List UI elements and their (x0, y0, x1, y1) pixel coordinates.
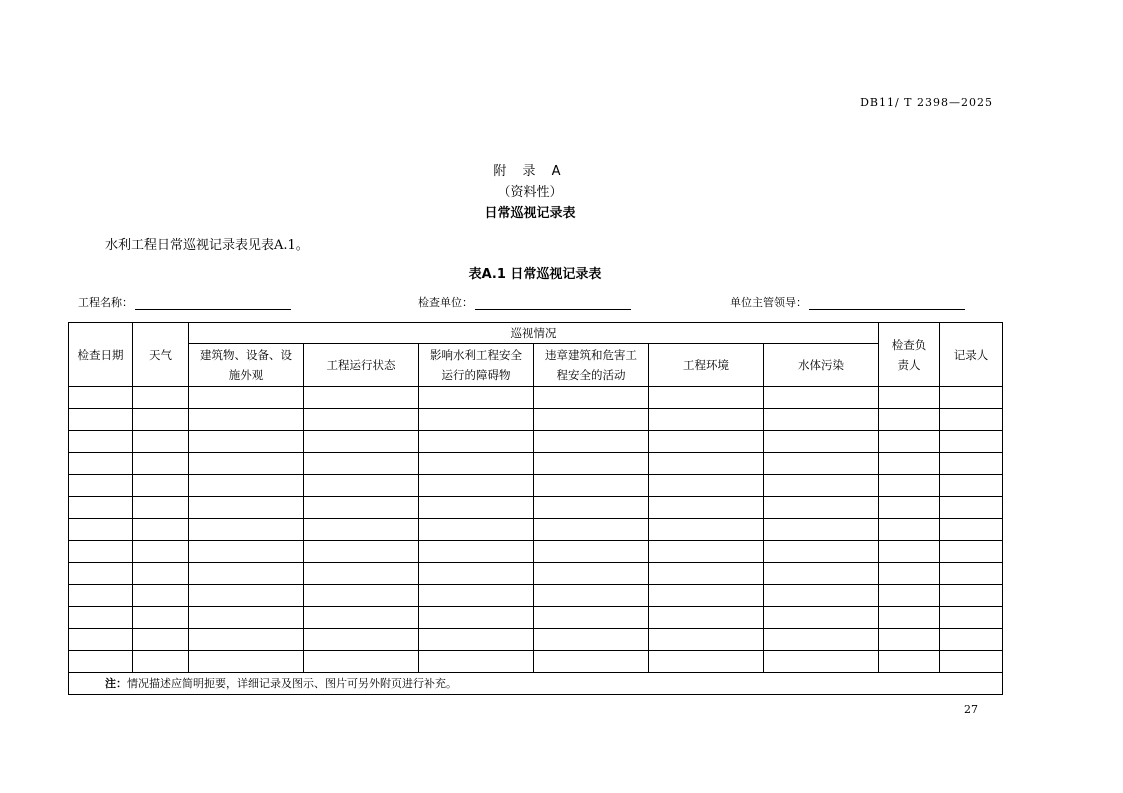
table-cell[interactable] (189, 651, 304, 673)
table-cell[interactable] (419, 563, 534, 585)
table-cell[interactable] (304, 541, 419, 563)
table-cell[interactable] (419, 629, 534, 651)
table-cell[interactable] (940, 541, 1003, 563)
table-cell[interactable] (133, 387, 189, 409)
table-cell[interactable] (940, 651, 1003, 673)
fill-field-project-name (78, 294, 291, 310)
table-cell[interactable] (879, 585, 940, 607)
table-cell[interactable] (764, 607, 879, 629)
table-cell[interactable] (649, 475, 764, 497)
table-cell[interactable] (189, 585, 304, 607)
table-cell[interactable] (534, 541, 649, 563)
table-cell[interactable] (764, 585, 879, 607)
table-cell[interactable] (649, 519, 764, 541)
table-cell[interactable] (189, 431, 304, 453)
table-cell[interactable] (879, 563, 940, 585)
table-cell[interactable] (940, 563, 1003, 585)
table-cell[interactable] (69, 585, 133, 607)
table-cell[interactable] (69, 651, 133, 673)
page-number: 27 (964, 703, 978, 716)
table-cell[interactable] (133, 651, 189, 673)
table-cell[interactable] (940, 585, 1003, 607)
table-cell[interactable] (304, 497, 419, 519)
fill-field-unit-leader (730, 294, 965, 310)
header-inspector-line: 责人 (897, 357, 921, 372)
table-row (69, 431, 1003, 453)
table-cell[interactable] (879, 409, 940, 431)
note-text: 情况描述应简明扼要，详细记录及图示、图片可另外附页进行补充。 (127, 676, 457, 690)
table-cell[interactable] (304, 453, 419, 475)
table-cell[interactable] (304, 409, 419, 431)
table-cell[interactable] (940, 629, 1003, 651)
table-cell[interactable] (764, 497, 879, 519)
table-row (69, 541, 1003, 563)
table-cell[interactable] (649, 387, 764, 409)
table-cell[interactable] (419, 431, 534, 453)
table-cell[interactable] (189, 409, 304, 431)
header-line: 违章建筑和危害工 (545, 348, 637, 362)
header-operation-status (304, 344, 419, 387)
table-cell[interactable] (534, 497, 649, 519)
header-line: 程安全的活动 (556, 368, 626, 382)
header-inspector (879, 323, 940, 387)
table-cell[interactable] (940, 519, 1003, 541)
table-cell[interactable] (189, 497, 304, 519)
table-cell[interactable] (649, 497, 764, 519)
table-cell[interactable] (69, 629, 133, 651)
table-cell[interactable] (764, 563, 879, 585)
table-cell[interactable] (534, 651, 649, 673)
table-cell[interactable] (649, 607, 764, 629)
table-cell[interactable] (133, 629, 189, 651)
table-cell[interactable] (649, 585, 764, 607)
table-cell[interactable] (304, 431, 419, 453)
table-cell[interactable] (133, 475, 189, 497)
table-cell[interactable] (419, 387, 534, 409)
table-cell[interactable] (940, 431, 1003, 453)
table-cell[interactable] (133, 519, 189, 541)
fill-field-label: 检查单位： (418, 296, 473, 309)
header-line: 运行的障碍物 (441, 368, 511, 382)
table-cell[interactable] (649, 453, 764, 475)
table-cell[interactable] (69, 475, 133, 497)
fill-line (135, 297, 291, 310)
document-code: DB11/ T 2398—2025 (860, 96, 993, 109)
table-cell[interactable] (133, 607, 189, 629)
table-cell[interactable] (879, 431, 940, 453)
table-cell[interactable] (534, 607, 649, 629)
table-cell[interactable] (764, 387, 879, 409)
appendix-type: （资料性） (497, 185, 563, 200)
table-cell[interactable] (940, 475, 1003, 497)
patrol-record-table (68, 322, 1003, 695)
header-weather: 天气 (133, 323, 189, 387)
table-cell[interactable] (879, 629, 940, 651)
table-row (69, 519, 1003, 541)
table-cell[interactable] (419, 497, 534, 519)
table-cell[interactable] (940, 409, 1003, 431)
table-cell[interactable] (189, 607, 304, 629)
header-obstacles (419, 344, 534, 387)
table-cell[interactable] (304, 387, 419, 409)
table-row (69, 563, 1003, 585)
table-cell[interactable] (304, 651, 419, 673)
header-line: 建筑物、设备、设 (200, 348, 292, 362)
table-cell[interactable] (649, 409, 764, 431)
table-cell[interactable] (879, 497, 940, 519)
header-building-appearance (189, 344, 304, 387)
table-cell[interactable] (764, 431, 879, 453)
table-cell[interactable] (649, 629, 764, 651)
header-environment (649, 344, 764, 387)
table-cell[interactable] (879, 475, 940, 497)
table-cell[interactable] (189, 453, 304, 475)
table-cell[interactable] (189, 519, 304, 541)
table-cell[interactable] (133, 497, 189, 519)
fill-line (809, 297, 965, 310)
table-cell[interactable] (69, 431, 133, 453)
table-cell[interactable] (133, 541, 189, 563)
table-row (69, 585, 1003, 607)
table-cell[interactable] (304, 629, 419, 651)
table-cell[interactable] (764, 475, 879, 497)
note-label: 注： (105, 676, 127, 690)
table-cell[interactable] (940, 453, 1003, 475)
table-cell[interactable] (419, 585, 534, 607)
table-cell[interactable] (879, 453, 940, 475)
table-cell[interactable] (304, 519, 419, 541)
table-cell[interactable] (764, 541, 879, 563)
table-cell[interactable] (189, 541, 304, 563)
table-cell[interactable] (879, 607, 940, 629)
table-cell[interactable] (879, 651, 940, 673)
fill-field-label: 单位主管领导： (730, 296, 807, 309)
header-illegal-activities (534, 344, 649, 387)
table-cell[interactable] (764, 519, 879, 541)
table-row (69, 453, 1003, 475)
header-water-pollution (764, 344, 879, 387)
header-patrol-status: 巡视情况 (189, 323, 879, 344)
record-body (69, 387, 1003, 673)
header-line: 施外观 (228, 368, 264, 382)
table-note (69, 673, 1003, 695)
table-cell[interactable] (764, 453, 879, 475)
appendix-name: 日常巡视记录表 (484, 206, 576, 221)
table-cell[interactable] (189, 629, 304, 651)
table-row (69, 629, 1003, 651)
table-row (69, 475, 1003, 497)
table-cell[interactable] (133, 585, 189, 607)
table-cell[interactable] (133, 563, 189, 585)
table-row (69, 497, 1003, 519)
table-cell[interactable] (534, 475, 649, 497)
table-cell[interactable] (940, 387, 1003, 409)
table-cell[interactable] (534, 431, 649, 453)
table-cell[interactable] (879, 387, 940, 409)
table-cell[interactable] (879, 519, 940, 541)
table-cell[interactable] (69, 387, 133, 409)
table-cell[interactable] (764, 629, 879, 651)
table-cell[interactable] (534, 409, 649, 431)
table-cell[interactable] (649, 651, 764, 673)
table-cell[interactable] (764, 409, 879, 431)
table-cell[interactable] (69, 453, 133, 475)
table-cell[interactable] (133, 453, 189, 475)
table-cell[interactable] (189, 563, 304, 585)
appendix-title: 附 录 A (493, 164, 567, 179)
table-cell[interactable] (940, 607, 1003, 629)
header-inspector-line: 检查负 (891, 337, 927, 352)
header-line: 工程环境 (683, 358, 729, 372)
table-row (69, 651, 1003, 673)
table-row (69, 409, 1003, 431)
table-cell[interactable] (649, 563, 764, 585)
header-recorder: 记录人 (940, 323, 1003, 387)
table-cell[interactable] (69, 607, 133, 629)
table-cell[interactable] (534, 563, 649, 585)
table-cell[interactable] (534, 629, 649, 651)
table-cell[interactable] (189, 387, 304, 409)
table-row (69, 607, 1003, 629)
table-cell[interactable] (649, 541, 764, 563)
header-line: 影响水利工程安全 (430, 348, 522, 362)
table-cell[interactable] (69, 497, 133, 519)
table-caption: 表A.1 日常巡视记录表 (468, 267, 602, 282)
table-cell[interactable] (69, 519, 133, 541)
table-cell[interactable] (419, 519, 534, 541)
table-cell[interactable] (189, 475, 304, 497)
table-cell[interactable] (534, 585, 649, 607)
table-cell[interactable] (649, 431, 764, 453)
table-cell[interactable] (419, 651, 534, 673)
table-cell[interactable] (69, 563, 133, 585)
table-cell[interactable] (534, 453, 649, 475)
table-cell[interactable] (69, 541, 133, 563)
table-cell[interactable] (304, 475, 419, 497)
table-cell[interactable] (419, 607, 534, 629)
table-cell[interactable] (940, 497, 1003, 519)
table-cell[interactable] (419, 475, 534, 497)
table-cell[interactable] (304, 585, 419, 607)
table-cell[interactable] (534, 519, 649, 541)
table-cell[interactable] (764, 651, 879, 673)
table-cell[interactable] (133, 431, 189, 453)
table-cell[interactable] (304, 563, 419, 585)
intro-paragraph: 水利工程日常巡视记录表见表A.1。 (105, 238, 309, 253)
table-cell[interactable] (534, 387, 649, 409)
table-cell[interactable] (69, 409, 133, 431)
fill-field-label: 工程名称： (78, 296, 133, 309)
fill-field-inspection-unit (418, 294, 631, 310)
table-cell[interactable] (879, 541, 940, 563)
header-inspection-date: 检查日期 (69, 323, 133, 387)
table-cell[interactable] (419, 409, 534, 431)
table-cell[interactable] (419, 453, 534, 475)
table-cell[interactable] (133, 409, 189, 431)
table-cell[interactable] (419, 541, 534, 563)
table-row (69, 387, 1003, 409)
header-line: 水体污染 (798, 358, 844, 372)
table-cell[interactable] (304, 607, 419, 629)
fill-line (475, 297, 631, 310)
header-line: 工程运行状态 (326, 358, 396, 372)
